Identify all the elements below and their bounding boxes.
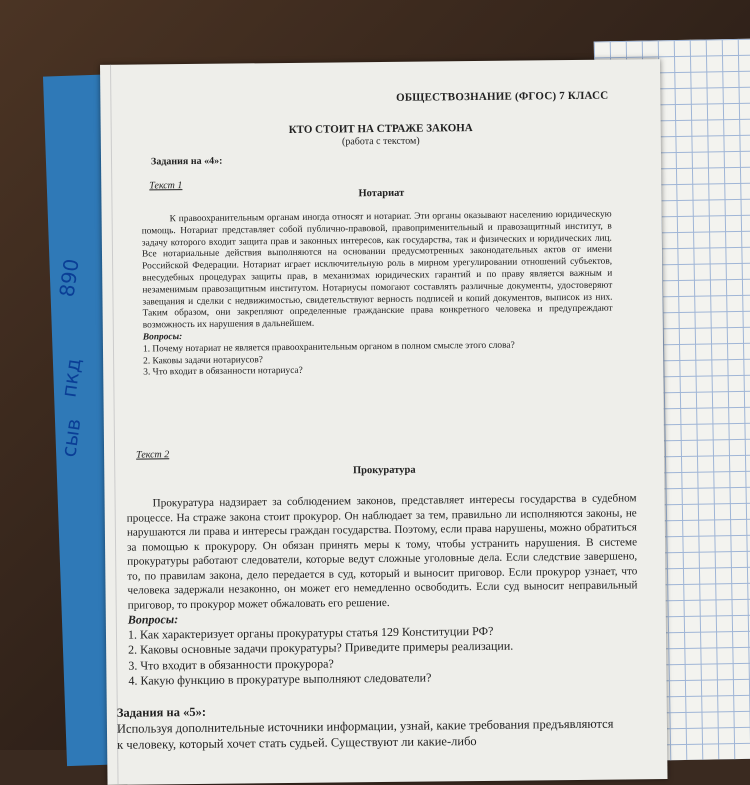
- text2-body: [127, 491, 639, 689]
- margin-note-1: 890: [54, 257, 84, 299]
- text1-paragraph: К правоохранительным органам иногда относят и нотариат. Эти органы оказывают населению юридическую помощь. Нотариат представляет собой публично-правовой, правоприменительный и правозащитный институт, в задачу которого входит защита прав и законных интересов, как государства, так и физических и юридических лиц. Все нотариальные действия выполняются на основании предусмотренных законодательных актов от имени Российской Федерации. Нотариат играет исключительную роль в мирном урегулировании отношений субъектов, внесудебных процедурах защиты прав, в механизмах юридических гарантий и по праву является важным и незаменимым правозащитным институтом. Нотариусы помогают составлять различные документы, удостоверяют завещания и сделки с недвижимостью, свидетельствуют верность подписей и копий документов, выписок из них. Таким образом, они закрепляют определенные гражданские права конкретного человека и предупреждают возможность их нарушения в дальнейшем.: [141, 209, 613, 331]
- text2-question-4: 4. Какую функцию в прокуратуре выполняют следователи?: [128, 670, 432, 688]
- text1-questions-label: Вопросы:: [142, 332, 183, 343]
- subject-header: ОБЩЕСТВОЗНАНИЕ (ФГОС) 7 КЛАСС: [395, 89, 609, 104]
- text2-label: Текст 2: [136, 449, 170, 461]
- text1-question-2: 2. Каковы задачи нотариусов?: [143, 354, 263, 367]
- task5-line-1: Используя дополнительные источники информации, узнай, какие требования предъявляются: [116, 716, 614, 736]
- text1-body: [142, 210, 614, 380]
- text1-label: Текст 1: [149, 180, 183, 192]
- worksheet-subtitle: (работа с текстом): [341, 135, 420, 148]
- text1-title: Нотариат: [358, 187, 405, 200]
- text2-title: Прокуратура: [352, 464, 416, 477]
- page-edge-line: [110, 65, 119, 785]
- text2-paragraph: Прокуратура надзирает за соблюдением законов, представляет интересы государства в судебном процессе. На страже закона стоит прокурор. Он наблюдает за тем, правильно ли исполняются законы, не нарушаются ли права и интересы граждан государства. Поэтому, если права нарушены, можно обратиться за помощью к прокурору. Он обязан принять меры к тому, чтобы устранить нарушения. В системе прокуратуры работают следователи, которые ведут сложные уголовные дела. Если следствие завершено, то, по правилам закона, дело передается в суд, который и выносит приговор. Если прокурор узнает, что человека задержали незаконно, он может его немедленно освободить. Если суд выносит неправильный приговор, то прокурор может обжаловать его решение.: [126, 492, 638, 612]
- task4-label: Задания на «4»:: [150, 155, 223, 168]
- text2-question-1: 1. Как характеризует органы прокуратуры статья 129 Конституции РФ?: [127, 623, 494, 642]
- task5-line-2: к человеку, который хочет стать судьей. Существуют ли какие-либо: [117, 734, 477, 752]
- task5-block: [117, 699, 657, 753]
- margin-note-3: сыв: [56, 417, 86, 459]
- text2-question-3: 3. Что входит в обязанности прокурора?: [128, 656, 334, 673]
- text1-question-1: 1. Почему нотариат не является правоохранительным органом в полном смысле этого слова?: [142, 340, 515, 355]
- text2-questions-label: Вопросы:: [127, 612, 179, 627]
- task5-label: Задания на «5»:: [116, 704, 207, 720]
- margin-note-2: пкд: [56, 356, 86, 399]
- text1-question-3: 3. Что входит в обязанности нотариуса?: [143, 366, 303, 378]
- worksheet-page: [100, 59, 668, 785]
- text2-question-2: 2. Каковы основные задачи прокуратуры? Приведите примеры реализации.: [128, 638, 514, 657]
- worksheet-title: КТО СТОИТ НА СТРАЖЕ ЗАКОНА: [288, 122, 473, 136]
